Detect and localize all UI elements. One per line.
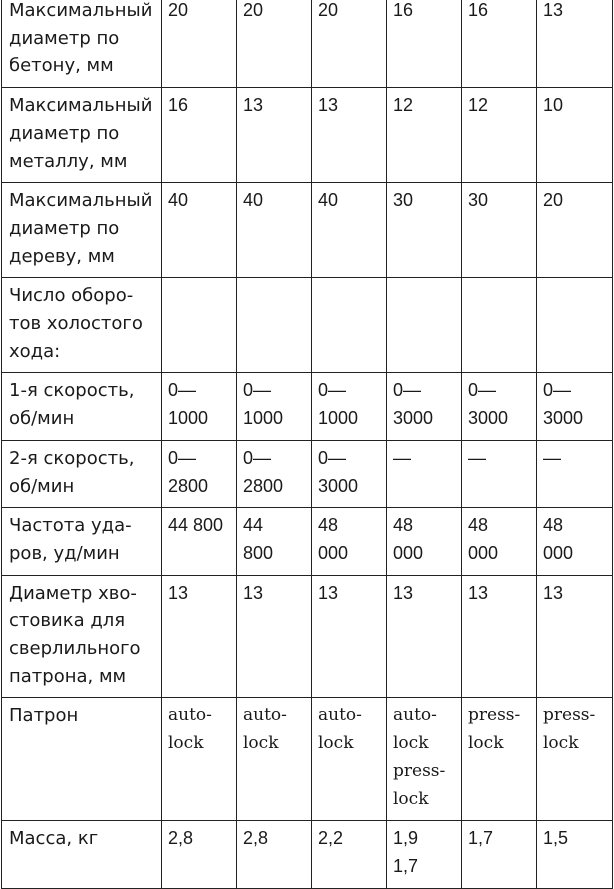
table-cell: 40 (312, 183, 387, 278)
table-row (2, 88, 613, 183)
table-cell: 16 (462, 0, 537, 88)
table-cell (312, 278, 387, 373)
table-cell: — (537, 440, 613, 507)
table-cell: 13 (162, 575, 237, 698)
table-cell: 16 (387, 0, 462, 88)
table-cell: 40 (162, 183, 237, 278)
table-cell: — (462, 440, 537, 507)
table-row (2, 0, 613, 88)
specifications-table (1, 0, 613, 889)
table-row (2, 278, 613, 373)
table-cell: 0— 2800 (162, 440, 237, 507)
table-row (2, 575, 613, 698)
table-cell: 2,8 (237, 821, 312, 888)
table-cell: — (387, 440, 462, 507)
table-cell: auto- lock (162, 698, 237, 821)
table-row (2, 373, 613, 440)
row-label: Максимальный диаметр по бетону, мм (2, 0, 162, 88)
table-cell: auto- lock (237, 698, 312, 821)
table-cell: 0— 3000 (312, 440, 387, 507)
table-cell (462, 278, 537, 373)
table-cell: 13 (312, 88, 387, 183)
table-cell: 16 (162, 88, 237, 183)
table-row (2, 508, 613, 575)
row-label: 1-я скорость, об/мин (2, 373, 162, 440)
table-cell: 0— 1000 (312, 373, 387, 440)
table-row (2, 821, 613, 888)
table-cell: 0— 3000 (387, 373, 462, 440)
table-cell: 13 (312, 575, 387, 698)
table-cell: 1,5 (537, 821, 613, 888)
table-cell: 0— 2800 (237, 440, 312, 507)
table-cell: 1,7 (462, 821, 537, 888)
table-cell: 13 (237, 575, 312, 698)
table-cell (237, 278, 312, 373)
table-cell: 12 (462, 88, 537, 183)
table-cell: 0— 3000 (462, 373, 537, 440)
row-label: 2-я скорость, об/мин (2, 440, 162, 507)
row-label: Максимальный диаметр по дереву, мм (2, 183, 162, 278)
table-cell: 48 000 (462, 508, 537, 575)
table-cell: 13 (537, 575, 613, 698)
table-cell: 20 (162, 0, 237, 88)
table-cell: 13 (537, 0, 613, 88)
table-cell: 12 (387, 88, 462, 183)
table-cell: 48 000 (537, 508, 613, 575)
table-cell: 13 (462, 575, 537, 698)
table-cell: 20 (537, 183, 613, 278)
table-cell: 0— 3000 (537, 373, 613, 440)
table-cell: 48 000 (387, 508, 462, 575)
row-label: Частота уда- ров, уд/мин (2, 508, 162, 575)
table-cell: 48 000 (312, 508, 387, 575)
table-cell: press- lock (462, 698, 537, 821)
table-cell: 10 (537, 88, 613, 183)
table-cell: 20 (237, 0, 312, 88)
row-label: Патрон (2, 698, 162, 821)
table-cell: 0— 1000 (237, 373, 312, 440)
table-cell: 20 (312, 0, 387, 88)
table-cell (162, 278, 237, 373)
table-cell: auto- lock (312, 698, 387, 821)
table-body (2, 0, 613, 888)
table-cell: 1,9 1,7 (387, 821, 462, 888)
table-cell: 44 800 (237, 508, 312, 575)
table-cell: 13 (387, 575, 462, 698)
table-cell: 0— 1000 (162, 373, 237, 440)
row-label: Масса, кг (2, 821, 162, 888)
table-row (2, 183, 613, 278)
row-label: Число оборо- тов холостого хода: (2, 278, 162, 373)
table-cell: 44 800 (162, 508, 237, 575)
table-cell (537, 278, 613, 373)
table-cell: 13 (237, 88, 312, 183)
table-cell: 30 (387, 183, 462, 278)
table-cell (387, 278, 462, 373)
row-label: Диаметр хво- стовика для сверлильного патрона, мм (2, 575, 162, 698)
table-row (2, 440, 613, 507)
table-cell: auto- lock press- lock (387, 698, 462, 821)
table-cell: press- lock (537, 698, 613, 821)
row-label: Максимальный диаметр по металлу, мм (2, 88, 162, 183)
table-cell: 2,2 (312, 821, 387, 888)
table-cell: 30 (462, 183, 537, 278)
table-cell: 2,8 (162, 821, 237, 888)
table-cell: 40 (237, 183, 312, 278)
table-row (2, 698, 613, 821)
